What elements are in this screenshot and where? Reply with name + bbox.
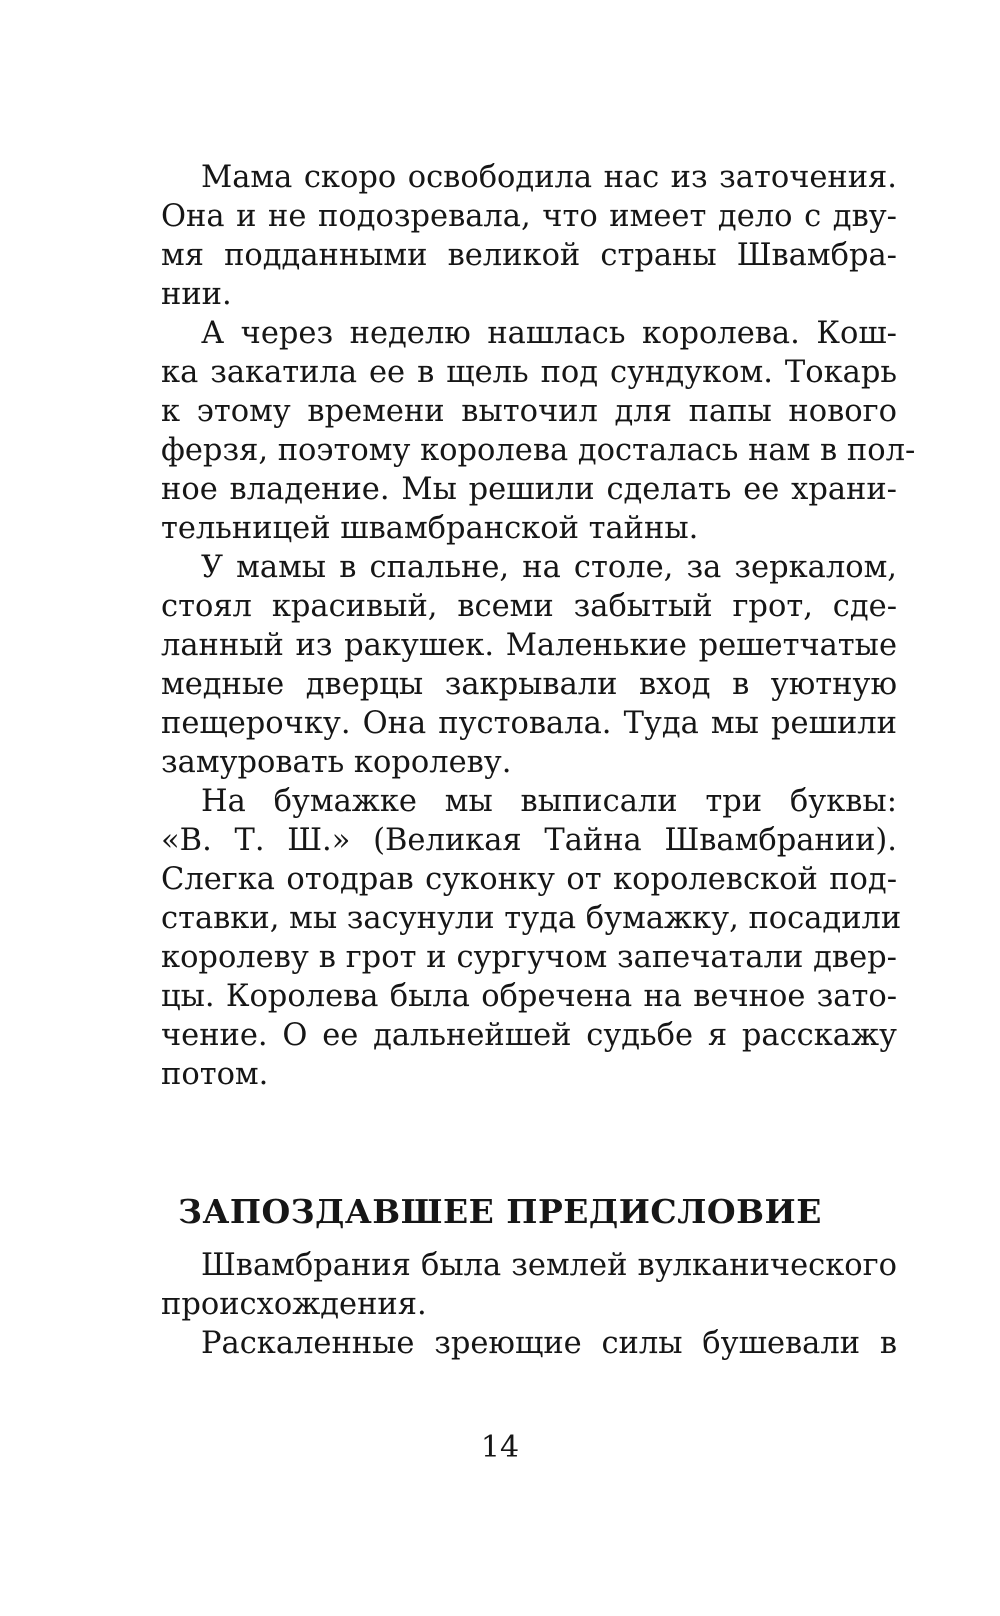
text-line: «В. Т. Ш.» (Великая Тайна Швамбрании). [161, 823, 897, 858]
text-line: У мамы в спальне, на столе, за зеркалом, [201, 550, 897, 585]
text-line: нии. [161, 277, 232, 312]
text-line: пещерочку. Она пустовала. Туда мы решили [161, 706, 897, 741]
text-line: Она и не подозревала, что имеет дело с дву- [161, 199, 897, 234]
text-line: чение. О ее дальнейшей судьбе я расскажу [161, 1018, 897, 1053]
text-line: Швамбрания была землей вулканического [201, 1248, 897, 1283]
text-line: королеву в грот и сургучом запечатали двер- [161, 940, 897, 975]
text-line: А через неделю нашлась королева. Кош- [201, 316, 897, 351]
chapter-heading: ЗАПОЗДАВШЕЕ ПРЕДИСЛОВИЕ [178, 1192, 822, 1231]
text-line: потом. [161, 1057, 269, 1092]
text-line: ка закатила ее в щель под сундуком. Токарь [161, 355, 897, 390]
text-line: ставки, мы засунули туда бумажку, посадили [161, 901, 902, 936]
text-line: Слегка отодрав суконку от королевской под- [161, 862, 897, 897]
text-line: На бумажке мы выписали три буквы: [201, 784, 897, 819]
page-number: 14 [480, 1430, 520, 1465]
text-line: медные дверцы закрывали вход в уютную [161, 667, 897, 702]
text-line: мя подданными великой страны Швамбра- [161, 238, 897, 273]
text-line: происхождения. [161, 1287, 427, 1322]
text-line: стоял красивый, всеми забытый грот, сде- [161, 589, 897, 624]
text-line: Раскаленные зреющие силы бушевали в [201, 1326, 897, 1361]
text-line: ланный из ракушек. Маленькие решетчатые [161, 628, 897, 663]
text-line: ферзя, поэтому королева досталась нам в пол- [161, 433, 916, 468]
text-line: ное владение. Мы решили сделать ее храни- [161, 472, 897, 507]
text-line: цы. Королева была обречена на вечное зато- [161, 979, 897, 1014]
text-line: замуровать королеву. [161, 745, 512, 780]
text-line: к этому времени выточил для папы нового [161, 394, 897, 429]
text-line: Мама скоро освободила нас из заточения. [201, 160, 897, 195]
text-line: тельницей швамбранской тайны. [161, 511, 699, 546]
